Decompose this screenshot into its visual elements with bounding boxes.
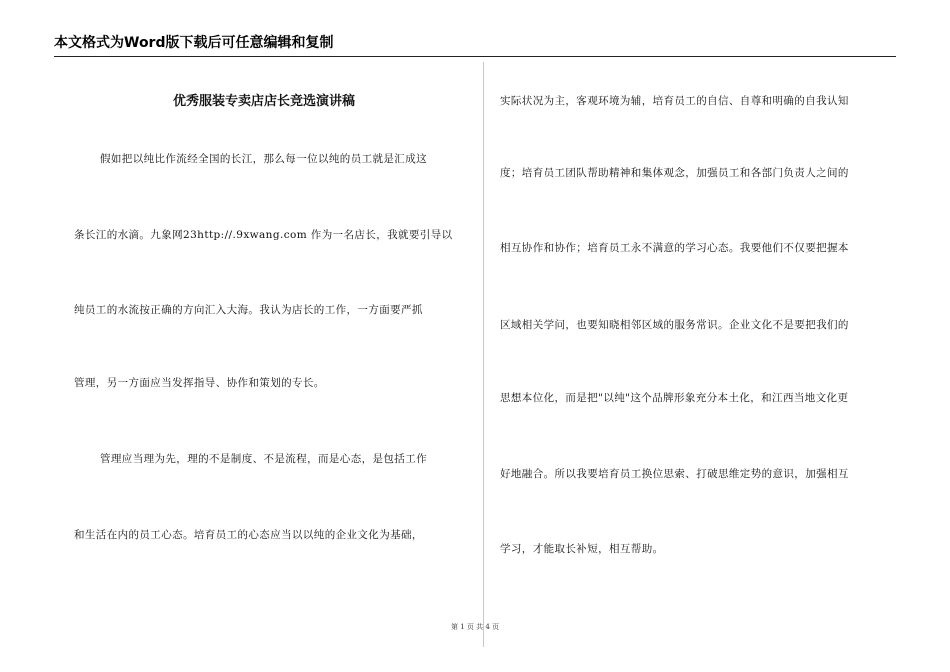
right-column xyxy=(500,0,895,672)
document-title: 优秀服装专卖店店长竞选演讲稿 xyxy=(172,94,355,109)
left-line-4: 管理，另一方面应当发挥指导、协作和策划的专长。 xyxy=(74,377,325,389)
right-line-4: 区域相关学问，也要知晓相邻区域的服务常识。企业文化不是要把我们的 xyxy=(500,319,849,331)
right-line-5: 思想本位化，而是把"以纯"这个品牌形象充分本土化，和江西当地文化更 xyxy=(500,392,849,404)
header-text: 本文格式为Word版下载后可任意编辑和复制 xyxy=(54,35,334,51)
left-line-5: 管理应当理为先，理的不是制度、不是流程，而是心态，是包括工作 xyxy=(100,453,427,465)
left-line-6: 和生活在内的员工心态。培育员工的心态应当以以纯的企业文化为基础， xyxy=(74,529,423,541)
right-line-7: 学习，才能取长补短，相互帮助。 xyxy=(500,543,664,555)
right-line-1: 实际状况为主，客观环境为辅，培育员工的自信、自尊和明确的自我认知 xyxy=(500,95,849,107)
right-line-3: 相互协作和协作；培育员工永不满意的学习心态。我要他们不仅要把握本 xyxy=(500,242,849,254)
left-column xyxy=(74,0,466,672)
right-line-6: 好地融合。所以我要培育员工换位思索、打破思维定势的意识，加强相互 xyxy=(500,468,849,480)
page-footer: 第 1 页 共 4 页 xyxy=(450,623,500,631)
left-line-3: 纯员工的水流按正确的方向汇入大海。我认为店长的工作，一方面要严抓 xyxy=(74,304,423,316)
right-line-2: 度；培育员工团队帮助精神和集体观念，加强员工和各部门负责人之间的 xyxy=(500,167,849,179)
column-divider xyxy=(483,62,484,647)
left-line-1: 假如把以纯比作流经全国的长江，那么每一位以纯的员工就是汇成这 xyxy=(100,153,427,165)
left-line-2: 条长江的水滴。九象网23http://.9xwang.com 作为一名店长，我就要引导以 xyxy=(74,229,453,241)
